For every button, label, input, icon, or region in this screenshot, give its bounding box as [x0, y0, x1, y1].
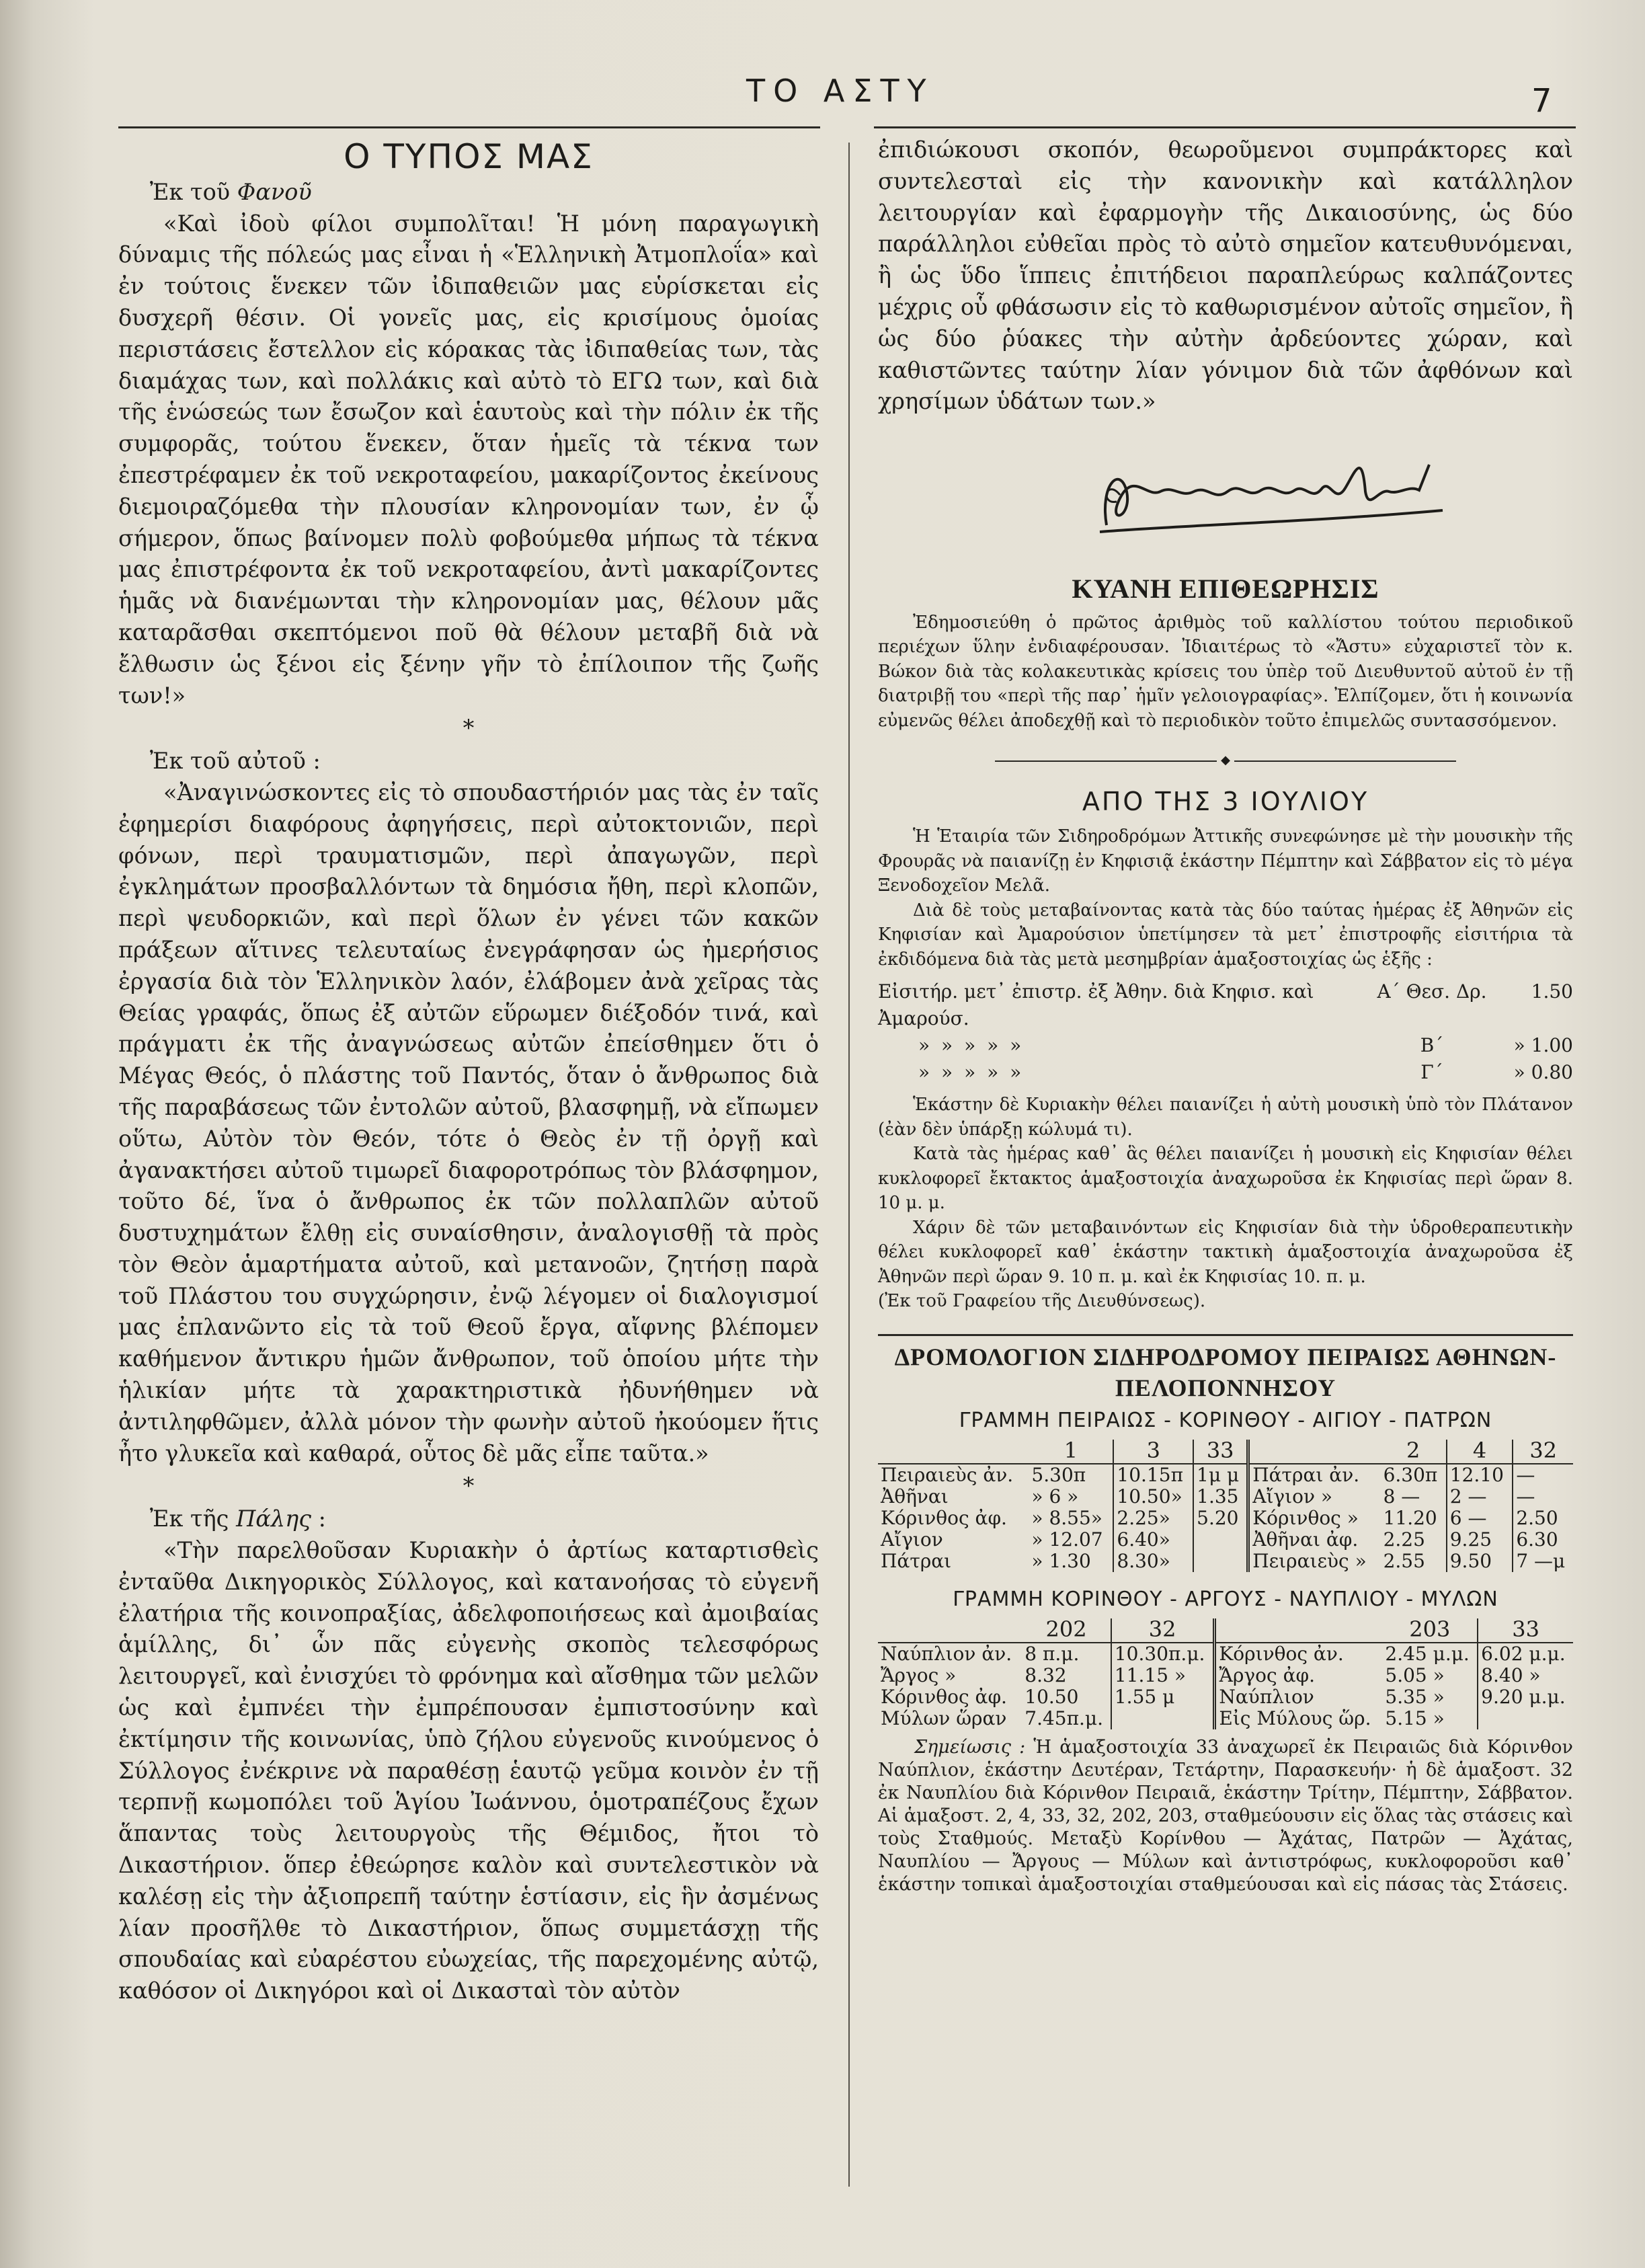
july-title: ΑΠΟ ΤΗΣ 3 ΙΟΥΛΙΟΥ — [1082, 787, 1369, 817]
line2-title: ΓΡΑΜΜΗ ΚΟΡΙΝΘΟΥ - ΑΡΓΟΥΣ - ΝΑΥΠΛΙΟΥ - ΜΥΛΩΝ — [953, 1587, 1498, 1611]
fare-class: Γ´ — [1420, 1061, 1443, 1084]
train-number: 202 — [1022, 1618, 1111, 1643]
source-name: Φανοῦ — [237, 178, 312, 205]
train-number: 4 — [1447, 1440, 1513, 1464]
office-credit: (Ἐκ τοῦ Γραφείου τῆς Διευθύνσεως). — [878, 1291, 1206, 1312]
july-paragraph: Κατὰ τὰς ἡμέρας καθ᾽ ἃς θέλει παιανίζει ἡ μουσικὴ εἰς Κηφισίαν θέλει κυκλοφορεῖ ἔκτακτος ἁμαξοστοιχία ἀναχωροῦσα ἐκ Κηφισίας περὶ ὥραν 8. 10 μ. μ. — [878, 1144, 1573, 1214]
quote-paragraph: «Τὴν παρελθοῦσαν Κυριακὴν ὁ ἀρτίως καταρτισθεὶς ἐνταῦθα Δικηγορικὸς Σύλλογος, καὶ κατανοήσας τὸ εὐγενῆ ἐλατήρια τῆς κοινοπραξίας, ἀδελφοποιήσεως καὶ ἀμοιβαίας ἁμίλλης, δι᾽ ὧν πᾶς εὐγενὴς σκοπὸς τελεσφόρως λειτουργεῖ, καὶ ἐνισχύει τὸ φρόνημα καὶ αἴσθημα τῶν μελῶν ὡς καὶ ἐμπνέει τὴν ἐμπρέπουσαν ἐμπιστοσύνην καὶ ἐκτίμησιν τῆς κοινωνίας, ὑπὸ ζήλου εὐγενοῦς κινούμενος ὁ Σύλλογος ἐνέκρινε νὰ παραθέσῃ ἑαυτῷ γεῦμα κοινὸν ἐν τῇ τερπνῇ κωμοπόλει τοῦ Ἁγίου Ἰωάννου, ὁμοτραπέζους ἔχων ἅπαντας τοὺς λειτουργοὺς τῆς Θέμιδος, ἤτοι τὸ Δικαστήριον. ὅπερ ἐθεώρησε καλὸν καὶ συντελεστικὸν νὰ καλέσῃ εἰς τὴν ἀξιοπρεπῆ ταύτην ἑστίασιν, εἰς ἣν ἀσμένως λίαν προσῆλθε τὸ Δικαστήριον, ὅπως συμμετάσχῃ τῆς σπουδαίας καὶ εὐαρέστου εὐωχείας, τῆς παρεχομένης αὐτῷ, καθόσον οἱ Δικηγόροι καὶ οἱ Δικασταὶ τὸν αὐτὸν — [118, 1537, 819, 2004]
fare-row — [878, 978, 1573, 1032]
source-prefix: Ἐκ τοῦ — [149, 178, 237, 205]
fare-row — [878, 1059, 1573, 1086]
fare-class: Β´ — [1420, 1034, 1444, 1057]
train-number: 2 — [1381, 1440, 1447, 1464]
source-name: Πάλης — [236, 1506, 311, 1532]
review-text: Ἐδημοσιεύθη ὁ πρῶτος ἀριθμὸς τοῦ καλλίστου τούτου περιοδικοῦ περιέχων ὕλην ἐνδιαφέρουσαν. Ἰδιαιτέρως τὸ «Ἄστυ» εὐχαριστεῖ τὸν κ. Βώκον διὰ τὰς κολακευτικὰς κρίσεις του ὑπὲρ τοῦ Διευθυντοῦ αὐτοῦ ἐν τῇ διατριβῇ του «περὶ τῆς παρ᾽ ἡμῖν γελοιογραφίας». Ἐλπίζομεν, ὅτι ἡ κοινωνία εὐμενῶς θέλει ἀποδεχθῇ καὶ τὸ περιοδικὸν τοῦτο ἐπιμελῶς συντασσόμενον. — [878, 612, 1573, 731]
running-head: ΤΟ ΑΣΤΥ — [746, 73, 934, 109]
table-header-row — [878, 1618, 1573, 1643]
notes-label: Σημείωσις : — [914, 1736, 1026, 1758]
july-paragraph: Ἑκάστην δὲ Κυριακὴν θέλει παιανίζει ἡ αὐτὴ μουσικὴ ὑπὸ τὸν Πλάτανον (ἐὰν δὲν ὑπάρξῃ κώλυμά τι). — [878, 1095, 1573, 1140]
source-line: Ἐκ τοῦ αὐτοῦ : — [149, 748, 321, 775]
train-number: 32 — [1111, 1618, 1215, 1643]
timetable-title: ΔΡΟΜΟΛΟΓΙΟΝ ΣΙΔΗΡΟΔΡΟΜΟΥ ΠΕΙΡΑΙΩΣ ΑΘΗΝΩΝ-ΠΕΛΟΠΟΝΝΗΣΟΥ — [878, 1334, 1573, 1405]
left-column — [118, 134, 819, 2007]
source-line: Ἐκ τῆς Πάλης : — [149, 1506, 326, 1532]
table-row: Πάτραι » 1.30 8.30» Πειραιεὺς » 2.55 9.50 7 —μ — [881, 1549, 1566, 1572]
top-rule-right — [874, 126, 1576, 128]
fare-list — [878, 978, 1573, 1086]
table-row: Ἄργος » 8.32 11.15 » Ἄργος ἀφ. 5.05 » 8.40 » — [881, 1664, 1541, 1686]
table-row: Κόρινθος ἀφ. » 8.55» 2.25» 5.20 Κόρινθος » 11.20 6 — 2.50 — [881, 1506, 1558, 1529]
source-line — [118, 177, 819, 208]
july-paragraph: Διὰ δὲ τοὺς μεταβαίνοντας κατὰ τὰς δύο ταύτας ἡμέρας ἐξ Ἀθηνῶν εἰς Κηφισίαν καὶ Ἀμαρούσιον ὑπετίμησεν τὰ μετ᾽ ἐπιστροφῆς εἰσιτήρια τὰ ἐκδιδόμενα διὰ τὰς μετὰ μεσημβρίαν ἁμαξοστοιχίας ὡς ἑξῆς : — [878, 900, 1573, 970]
table-row: Ναύπλιον ἀν. 8 π.μ. 10.30π.μ. Κόρινθος ἀν. 2.45 μ.μ. 6.02 μ.μ. — [881, 1642, 1566, 1665]
fare-label: » » » » » — [918, 1061, 1025, 1084]
column-separator — [848, 143, 850, 2187]
section-star: * — [463, 715, 475, 742]
timetable-line1 — [878, 1437, 1573, 1572]
july-paragraph: Χάριν δὲ τῶν μεταβαινόντων εἰς Κηφισίαν διὰ τὴν ὑδροθεραπευτικὴν θέλει κυκλοφορεῖ καθ᾽ ἑκάστην τακτικὴ ἁμαξοστοιχία ἀναχωροῦσα ἐξ Ἀθηνῶν περὶ ὥραν 9. 10 π. μ. καὶ ἐκ Κηφισίας 10. π. μ. — [878, 1217, 1573, 1287]
article-title: Ο ΤΥΠΟΣ ΜΑΣ — [344, 137, 594, 176]
timetable-line2 — [878, 1618, 1573, 1729]
fare-price: 1.50 — [1531, 980, 1573, 1003]
train-number: 32 — [1513, 1440, 1573, 1464]
line1-title: ΓΡΑΜΜΗ ΠΕΙΡΑΙΩΣ - ΚΟΡΙΝΘΟΥ - ΑΙΓΙΟΥ - ΠΑΤΡΩΝ — [959, 1409, 1492, 1433]
quote-paragraph: «Ἀναγινώσκοντες εἰς τὸ σπουδαστήριόν μας τὰς ἐν ταῖς ἐφημερίσι διαφόρους ἀφηγήσεις, περὶ αὐτοκτονιῶν, περὶ φόνων, περὶ τραυματισμῶν, περὶ ἀπαγωγῶν, περὶ ἐγκλημάτων προσβαλλόντων τὰ δημόσια ἤθη, περὶ κλοπῶν, περὶ ψευδορκιῶν, καὶ περὶ ὅλων ἐν γένει τῶν κακῶν πράξεων αἵτινες τελευταίως ἐνεγράφησαν ὡς ἡμερήσιος ἐργασία διὰ τὸν Ἑλληνικὸν λαόν, ἐλάβομεν ἀνὰ χεῖρας τὰς Θείας γραφάς, ὅπως ἐξ αὐτῶν εὕρωμεν διέξοδόν τινά, καὶ πράγματι ἐκ τῆς ἀναγνώσεως αὐτῶν ἐπείσθημεν ὅτι ὁ Μέγας Θεός, ὁ πλάστης τοῦ Παντός, ὅταν ὁ ἄνθρωπος διὰ τῆς παραβάσεως τῶν ἐντολῶν αὐτοῦ, βλασφημῇ, νὰ εἴπωμεν οὕτω, Αὐτὸν τὸν Θεόν, τότε ὁ Θεὸς ἐν τῇ ὀργῇ καὶ ἀγανακτήσει αὐτοῦ τιμωρεῖ διαφοροτρόπως τὸν βλάσφημον, τοῦτο δέ, ἵνα ὁ ἄνθρωπος ἐκ τῶν πολλαπλῶν αὐτοῦ δυστυχημάτων ἔλθῃ εἰς συναίσθησιν, ἀναλογισθῇ τὰ πρὸς τὸν Θεὸν ἁμαρτήματα αὐτοῦ, καὶ μετανοῶν, ζητήσῃ παρὰ τοῦ Πλάστου του συγχώρησιν, ἐνῷ λέγομεν οἱ διαλογισμοί μας ἐπλανῶντο εἰς τὰ τοῦ Θεοῦ ἔργα, αἴφνης βλέπομεν καθήμενον ἄντικρυ ἡμῶν ἄνθρωπον, τοῦ ὁποίου μήτε τὴν ἡλικίαν μήτε τὰ χαρακτηριστικὰ ἠδυνήθημεν νὰ ἀντιληφθῶμεν, ἀλλὰ μόνον τὴν φωνὴν αὐτοῦ ἠκούομεν ἥτις ἦτο γλυκεῖα καὶ καθαρά, οὗτος δὲ μᾶς εἶπε ταῦτα.» — [118, 779, 819, 1467]
section-divider: ◆ — [878, 745, 1573, 777]
table-row: Μύλων ὥραν 7.45π.μ. Εἰς Μύλους ὥρ. 5.15 » — [878, 1708, 1573, 1729]
fare-class: Α´ Θεσ. Δρ. — [1377, 980, 1487, 1003]
continuation-paragraph: ἐπιδιώκουσι σκοπόν, θεωροῦμενοι συμπράκτορες καὶ συντελεσταὶ εἰς τὴν κανονικὴν καὶ κατάλληλον λειτουργίαν καὶ ἐφαρμογὴν τῆς Δικαιοσύνης, ὡς δύο παράλληλοι εὐθεῖαι πρὸς τὸ αὐτὸ σημεῖον κατευθυνόμεναι, ἢ ὡς ὕδο ἵππεις ἐπιτήδειοι παραπλεύρως καλπάζοντες μέχρις οὗ φθάσωσιν εἰς τὸ καθωρισμένον αὐτοῖς σημεῖον, ἢ ὡς δύο ῥύακες τὴν αὐτὴν ἀρδεύοντες χώραν, καὶ καθιστῶντες ταύτην λίαν γόνιμον διὰ τῶν ἀφθόνων καὶ χρησίμων ὑδάτων των.» — [878, 136, 1573, 415]
fare-price: » 1.00 — [1513, 1034, 1573, 1057]
notes-text: Ἡ ἁμαξοστοιχία 33 ἀναχωρεῖ ἐκ Πειραιῶς διὰ Κόρινθον Ναύπλιον, ἑκάστην Δευτέραν, Τετάρτην, Παρασκευήν· ἡ δὲ ἁμαξοστ. 32 ἐκ Ναυπλίου διὰ Κόρινθον Πειραιᾶ, ἑκάστην Τρίτην, Πέμπτην, Σάββατον. Αἱ ἁμαξοστ. 2, 4, 33, 32, 202, 203, σταθμεύουσιν εἰς ὅλας τὰς στάσεις καὶ τοὺς Σταθμούς. Μεταξὺ Κορίνθου — Ἀχάτας, Πατρῶν — Ἀχάτας, Ναυπλίου — Ἄργους — Μύλων καὶ ἀντιστρόφως, κυκλοφοροῦσι καθ᾽ ἑκάστην τοπικαὶ ἁμαξοστοιχίαι σταθμεύουσαι καὶ εἰς πάσας τὰς Στάσεις. — [878, 1736, 1573, 1895]
source-prefix: Ἐκ τῆς — [149, 1506, 237, 1532]
fare-price: » 0.80 — [1513, 1061, 1573, 1084]
train-number: 1 — [1029, 1440, 1113, 1464]
table-row: Ἀθῆναι » 6 » 10.50» 1.35 Αἴγιον » 8 — 2 — — — [881, 1485, 1535, 1508]
table-row: Πειραιεὺς ἀν. 5.30π 10.15π 1μ μ Πάτραι ἀν. 6.30π 12.10 — — [881, 1463, 1535, 1486]
section-star: * — [463, 1473, 475, 1499]
timetable-notes — [878, 1736, 1573, 1896]
top-rule-left — [118, 126, 820, 128]
review-title: ΚΥΑΝΗ ΕΠΙΘΕΩΡΗΣΙΣ — [1072, 574, 1379, 604]
table-row: Αἴγιον » 12.07 6.40» Ἀθῆναι ἀφ. 2.25 9.25 6.30 — [881, 1528, 1558, 1551]
page-number: 7 — [1531, 82, 1552, 120]
handwritten-signature — [1080, 424, 1456, 559]
july-paragraph: Ἡ Ἑταιρία τῶν Σιδηροδρόμων Ἀττικῆς συνεφώνησε μὲ τὴν μουσικὴν τῆς Φρουρᾶς νὰ παιανίζῃ ἐν Κηφισιᾷ ἑκάστην Πέμπτην καὶ Σάββατον εἰς τὸ μέγα Ξενοδοχεῖον Μελᾶ. — [878, 826, 1573, 896]
table-header-row — [878, 1440, 1573, 1464]
signature — [878, 418, 1573, 559]
train-number: 33 — [1478, 1618, 1573, 1643]
quote-paragraph: «Καὶ ἰδοὺ φίλοι συμπολῖται! Ἡ μόνη παραγωγικὴ δύναμις τῆς πόλεώς μας εἶναι ἡ «Ἑλληνικὴ Ἀτμοπλοΐα» καὶ ἐν τούτοις ἕνεκεν τῶν ἰδιπαθειῶν μας εὑρίσκεται εἰς δυσχερῆ θέσιν. Οἱ γονεῖς μας, εἰς κρισίμους ὁμοίας περιστάσεις ἔστελλον εἰς κόρακας τὰς ἰδιπαθείας των, τὰς διαμάχας των, καὶ πολλάκις καὶ αὐτὸ τὸ ΕΓΩ των, καὶ διὰ τῆς ἑνώσεώς των ἔσωζον καὶ ἑαυτοὺς καὶ τὴν πόλιν ἐκ τῆς συμφορᾶς, τούτου ἕνεκεν, ὅταν ἡμεῖς τὰ τέκνα των ἐπεστρέφαμεν ἐκ τοῦ νεκροταφείου, μακαρίζοντος ἐκείνους διεμοιραζόμεθα τὴν πλουσίαν κληρονομίαν των, ἐν ᾧ σήμερον, ὅπως βαίνομεν πολὺ φοβούμεθα μήπως τὰ τέκνα μας ἐπιστρέφοντα ἐκ τοῦ νεκροταφείου, ἀντὶ μακαρίζοντες ἡμᾶς νὰ διανέμωνται τὴν κληρονομίαν μας, θέλουν μᾶς καταρᾶσθαι σκεπτόμενοι ποῦ θὰ θέλουν μεταβῆ διὰ νὰ ἔλθωσιν ὡς ξένοι εἰς ξένην γῆν τὸ ἐπίλοιπον τῆς ζωῆς των!» — [118, 210, 819, 709]
train-number: 203 — [1382, 1618, 1478, 1643]
fare-label: » » » » » — [918, 1034, 1025, 1057]
train-number: 3 — [1113, 1440, 1193, 1464]
table-row: Κόρινθος ἀφ. 10.50 1.55 μ Ναύπλιον 5.35 » 9.20 μ.μ. — [881, 1685, 1566, 1708]
fare-row — [878, 1032, 1573, 1059]
train-number: 33 — [1193, 1440, 1248, 1464]
fare-label: Εἰσιτήρ. μετ᾽ ἐπιστρ. ἐξ Ἀθην. διὰ Κηφισ. καὶ Ἀμαρούσ. — [878, 980, 1314, 1030]
right-column — [878, 134, 1573, 1900]
